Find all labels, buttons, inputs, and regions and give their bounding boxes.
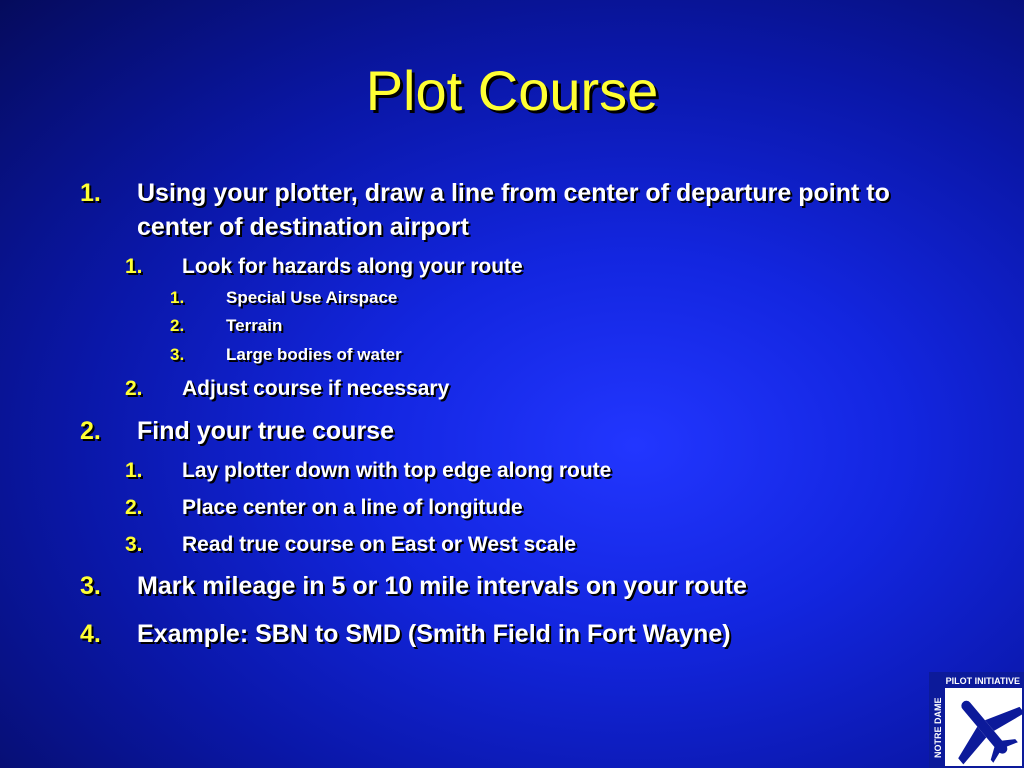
item-text: Find your true course: [137, 417, 394, 445]
item-number: 2.: [125, 377, 143, 400]
item-number: 2.: [125, 496, 143, 519]
item-number: 1.: [125, 459, 143, 482]
item-text: Using your plotter, draw a line from center of departure point to center of destination airport: [137, 179, 890, 241]
item-text: Terrain: [226, 316, 283, 335]
item-text: Look for hazards along your route: [182, 255, 523, 278]
item-text: Special Use Airspace: [226, 288, 398, 307]
item-text: Place center on a line of longitude: [182, 496, 523, 519]
item-number: 1.: [170, 288, 185, 307]
item-number: 1.: [80, 179, 101, 207]
item-number: 3.: [80, 572, 101, 600]
item-number: 1.: [125, 255, 143, 278]
list-item: [80, 617, 940, 651]
item-number: 3.: [125, 533, 143, 556]
logo-side-text: NOTRE DAME: [931, 688, 945, 768]
item-number: 2.: [170, 316, 185, 335]
item-text: Read true course on East or West scale: [182, 533, 577, 556]
list-item: [80, 414, 940, 448]
list-item: [125, 531, 925, 559]
logo-top-text: PILOT INITIATIVE: [931, 674, 1022, 688]
item-text: Lay plotter down with top edge along route: [182, 459, 612, 482]
pilot-initiative-logo: [929, 672, 1024, 768]
list-item: [125, 253, 925, 281]
item-text: Example: SBN to SMD (Smith Field in Fort Wayne): [137, 620, 731, 648]
list-item: [125, 457, 925, 485]
list-item: [170, 343, 870, 367]
list-item: [80, 569, 940, 603]
slide-title: Plot Course: [365, 59, 659, 122]
list-item: [125, 494, 925, 522]
item-text: Mark mileage in 5 or 10 mile intervals on your route: [137, 572, 747, 600]
item-text: Large bodies of water: [226, 345, 402, 364]
list-item: [80, 176, 940, 244]
list-item: [125, 375, 925, 403]
list-item: [170, 286, 870, 310]
airplane-icon: [945, 688, 1022, 766]
item-text: Adjust course if necessary: [182, 377, 450, 400]
item-number: 2.: [80, 417, 101, 445]
list-item: [170, 314, 870, 338]
item-number: 3.: [170, 345, 185, 364]
item-number: 4.: [80, 620, 101, 648]
